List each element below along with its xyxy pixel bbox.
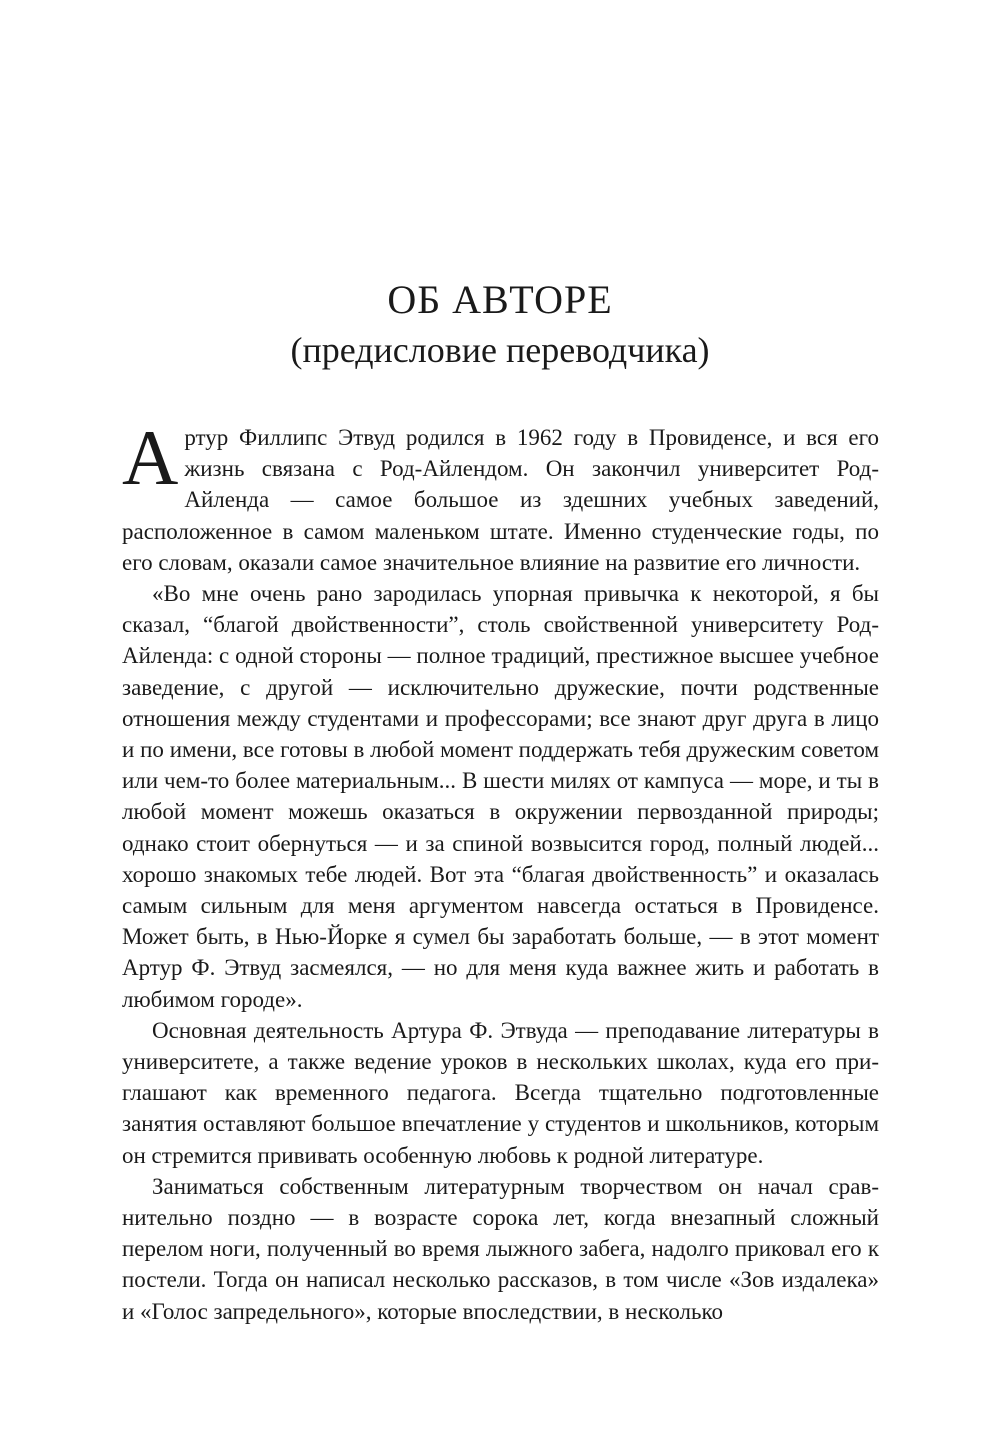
paragraph-4: Заниматься собственным литературным творчеством он начал сравнительно поздно — в возрасте сорока лет, когда внезапный сложный перелом ноги, полученный во время лыжного забега, надолго приковал его к постели. Тогда он написал несколько рассказов, в том числе «Зов издалека» и «Голос запредельного», которые впоследствии, в несколько xyxy=(122,1173,879,1324)
paragraph-2: «Во мне очень рано зародилась упорная привычка к некоторой, я бы сказал, “благой двойственности”, столь свойственной университету Род-Айленда: с одной стороны — полное традиций, престижное высшее учебное заведение, с другой — исключительно дружеские, почти родственные отношения между студентами и профессорами; все знают друг друга в лицо и по имени, все готовы в любой момент поддержать тебя дружеским советом или чем-то более материальным... В шести милях от кампуса — море, и ты в любой момент можешь оказаться в окружении первозданной природы; однако стоит обернуться — и за спиной возвысится город, полный людей... хорошо знакомых тебе людей. Вот эта “благая двойственность” и оказалась самым сильным для меня аргументом навсегда остаться в Провиденсе. Может быть, в Нью-Йорке я сумел бы заработать больше, — в этот момент Артур Ф. Этвуд засмеялся, — но для меня куда важнее жить и работать в любимом городе». xyxy=(122,581,879,1012)
page-title: ОБ АВТОРЕ xyxy=(387,277,613,322)
drop-cap: А xyxy=(122,414,179,501)
paragraph-3: Основная деятельность Артура Ф. Этвуда — преподавание литературы в университете, а также ведение уроков в нескольких школах, куда его приглашают как временного педагога. Всегда тщательно подготовленные занятия оставляют большое впечатление у студентов и школьников, которым он стремится прививать особенную любовь к родной литературе. xyxy=(122,1017,879,1168)
paragraph-1-text: ртур Филлипс Этвуд родился в 1962 году в Провиденсе, и вся его жизнь связана с Род-Айлендом. Он закончил университет Род-Айленда — самое большое из здешних учебных заведений, расположенное в самом маленьком штате. Именно студенческие годы, по его словам, оказали самое значительное влияние на развитие его личности. xyxy=(122,425,879,575)
paragraph-1 xyxy=(122,414,879,578)
page-subtitle: (предисловие переводчика) xyxy=(290,330,710,370)
body-text xyxy=(122,414,879,1327)
